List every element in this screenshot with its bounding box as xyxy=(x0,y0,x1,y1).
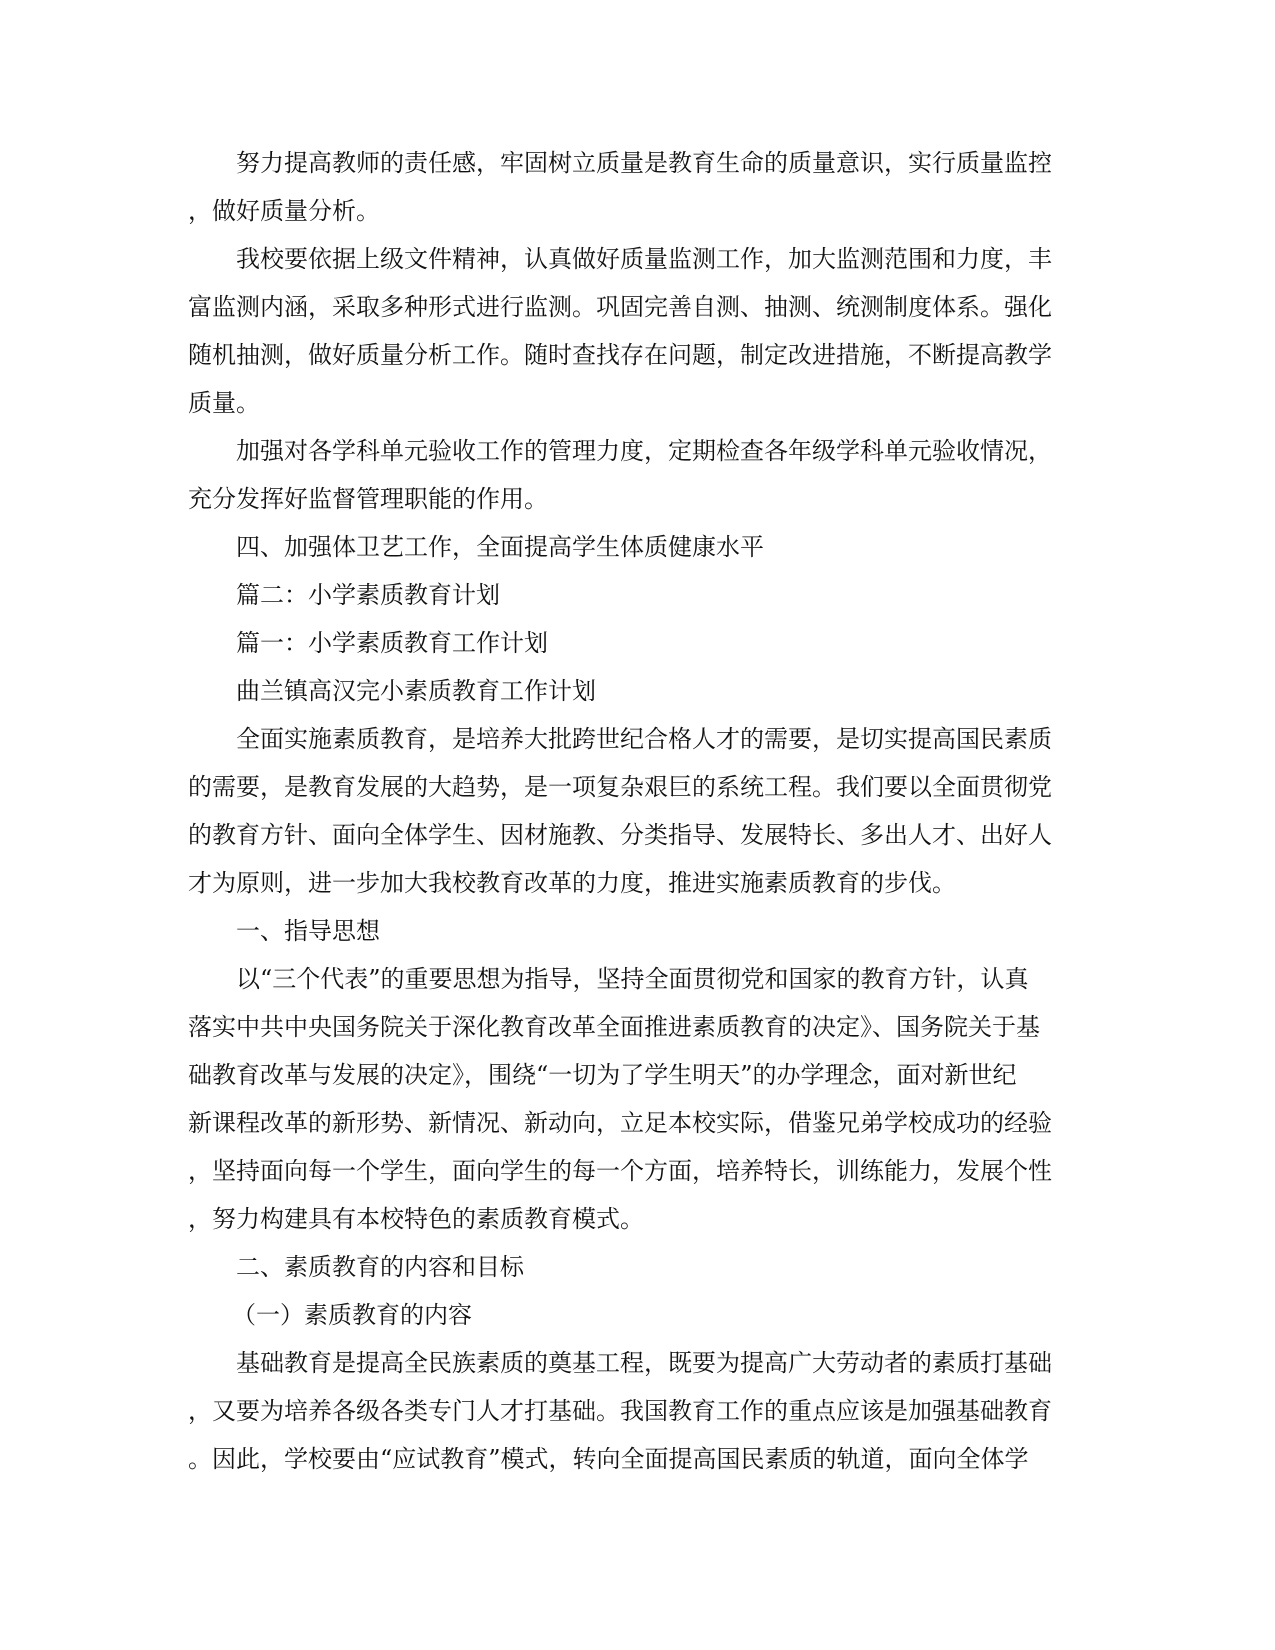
text-line: 基础教育是提高全民族素质的奠基工程，既要为提高广大劳动者的素质打基础 xyxy=(236,1349,1052,1377)
text-line: 随机抽测，做好质量分析工作。随时查找存在问题，制定改进措施，不断提高教学 xyxy=(188,341,1052,369)
section-heading: 四、加强体卫艺工作，全面提高学生体质健康水平 xyxy=(236,533,764,561)
text-line: 质量。 xyxy=(188,389,260,417)
text-line: ，坚持面向每一个学生，面向学生的每一个方面，培养特长，训练能力，发展个性 xyxy=(188,1157,1052,1185)
text-line: ，做好质量分析。 xyxy=(188,197,380,225)
section-heading: 一、指导思想 xyxy=(236,917,380,945)
text-line: 的教育方针、面向全体学生、因材施教、分类指导、发展特长、多出人才、出好人 xyxy=(188,821,1052,849)
text-line: 我校要依据上级文件精神，认真做好质量监测工作，加大监测范围和力度，丰 xyxy=(236,245,1052,273)
text-line: 加强对各学科单元验收工作的管理力度，定期检查各年级学科单元验收情况， xyxy=(236,437,1052,465)
text-line: 以“三个代表”的重要思想为指导，坚持全面贯彻党和国家的教育方针，认真 xyxy=(236,965,1029,993)
text-line: 充分发挥好监督管理职能的作用。 xyxy=(188,485,548,513)
text-line: 的需要，是教育发展的大趋势，是一项复杂艰巨的系统工程。我们要以全面贯彻党 xyxy=(188,773,1052,801)
text-line: 才为原则，进一步加大我校教育改革的力度，推进实施素质教育的步伐。 xyxy=(188,869,956,897)
section-heading: 篇一：小学素质教育工作计划 xyxy=(236,629,548,657)
text-line: 全面实施素质教育，是培养大批跨世纪合格人才的需要，是切实提高国民素质 xyxy=(236,725,1052,753)
text-line: 。因此，学校要由“应试教育”模式，转向全面提高国民素质的轨道，面向全体学 xyxy=(188,1445,1029,1473)
subsection-heading: （一）素质教育的内容 xyxy=(232,1301,472,1329)
section-heading: 二、素质教育的内容和目标 xyxy=(236,1253,524,1281)
document-body xyxy=(188,139,1087,1483)
text-line: 努力提高教师的责任感，牢固树立质量是教育生命的质量意识，实行质量监控 xyxy=(236,149,1052,177)
document-title: 曲兰镇高汉完小素质教育工作计划 xyxy=(236,677,596,705)
text-line: ，又要为培养各级各类专门人才打基础。我国教育工作的重点应该是加强基础教育 xyxy=(188,1397,1052,1425)
text-line: 础教育改革与发展的决定》，围绕“一切为了学生明天”的办学理念，面对新世纪 xyxy=(188,1061,1017,1089)
section-heading: 篇二：小学素质教育计划 xyxy=(236,581,500,609)
text-line: 新课程改革的新形势、新情况、新动向，立足本校实际，借鉴兄弟学校成功的经验 xyxy=(188,1109,1052,1137)
text-line: 富监测内涵，采取多种形式进行监测。巩固完善自测、抽测、统测制度体系。强化 xyxy=(188,293,1052,321)
text-line: ，努力构建具有本校特色的素质教育模式。 xyxy=(188,1205,644,1233)
text-line: 落实中共中央国务院关于深化教育改革全面推进素质教育的决定》、国务院关于基 xyxy=(188,1013,1040,1041)
